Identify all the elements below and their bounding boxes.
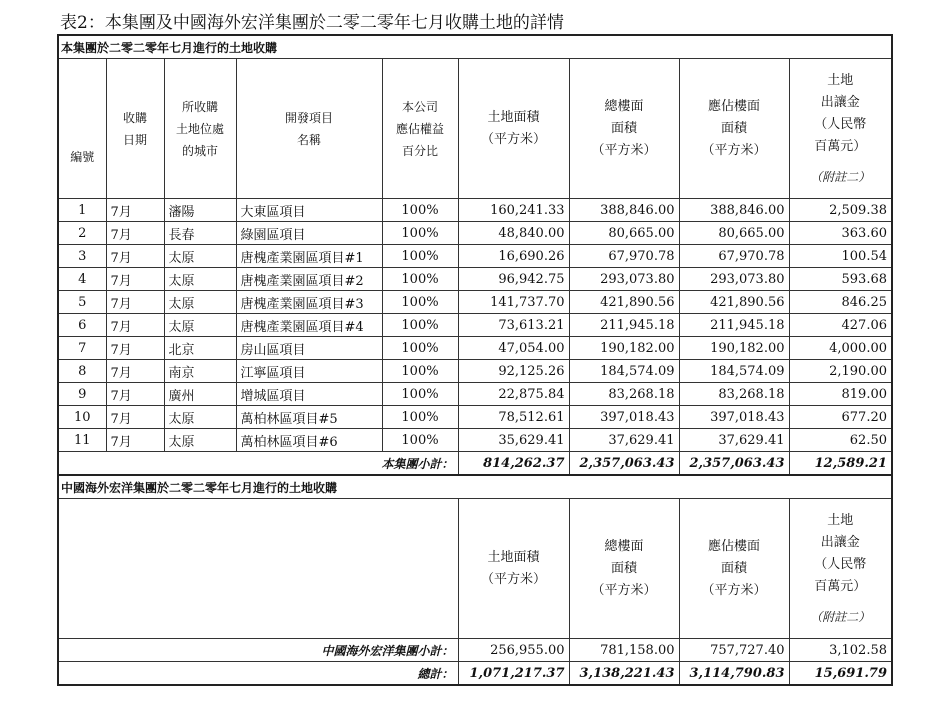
land-acquisition-table <box>57 34 893 686</box>
total-attr: 3,114,790.83 <box>679 662 789 686</box>
header-gfa: 總樓面 面積 （平方米） <box>569 59 679 199</box>
cell-land: 96,942.75 <box>458 268 569 291</box>
header-interest: 本公司 應佔權益 百分比 <box>382 59 458 199</box>
cell-gfa: 190,182.00 <box>569 337 679 360</box>
subtotal-premium: 12,589.21 <box>789 452 892 476</box>
cell-premium: 593.68 <box>789 268 892 291</box>
cell-interest: 100% <box>382 406 458 429</box>
cell-interest: 100% <box>382 222 458 245</box>
cell-city: 太原 <box>164 314 236 337</box>
subtotal-gfa: 2,357,063.43 <box>569 452 679 476</box>
cell-no: 4 <box>58 268 106 291</box>
cell-date: 7月 <box>106 314 164 337</box>
cell-attr: 211,945.18 <box>679 314 789 337</box>
cell-city: 北京 <box>164 337 236 360</box>
cell-land: 48,840.00 <box>458 222 569 245</box>
cell-premium: 363.60 <box>789 222 892 245</box>
header-attr-gfa: 應佔樓面 面積 （平方米） <box>679 59 789 199</box>
table-row <box>58 245 892 268</box>
cell-premium: 819.00 <box>789 383 892 406</box>
s2-subtotal-land: 256,955.00 <box>458 639 569 662</box>
cell-date: 7月 <box>106 406 164 429</box>
cell-attr: 421,890.56 <box>679 291 789 314</box>
cell-no: 8 <box>58 360 106 383</box>
cell-date: 7月 <box>106 337 164 360</box>
header-land-area: 土地面積 （平方米） <box>458 59 569 199</box>
cell-land: 78,512.61 <box>458 406 569 429</box>
cell-interest: 100% <box>382 337 458 360</box>
cell-land: 92,125.26 <box>458 360 569 383</box>
section2-title: 中國海外宏洋集團於二零二零年七月進行的土地收購 <box>58 475 892 499</box>
s2-header-attr-gfa: 應佔樓面 面積 （平方米） <box>679 499 789 639</box>
cell-city: 太原 <box>164 429 236 452</box>
cell-interest: 100% <box>382 429 458 452</box>
cell-gfa: 67,970.78 <box>569 245 679 268</box>
cell-attr: 184,574.09 <box>679 360 789 383</box>
s2-premium-note: （附註二） <box>810 609 871 624</box>
total-gfa: 3,138,221.43 <box>569 662 679 686</box>
cell-interest: 100% <box>382 291 458 314</box>
cell-attr: 80,665.00 <box>679 222 789 245</box>
header-project: 開發項目 名稱 <box>236 59 382 199</box>
cell-attr: 293,073.80 <box>679 268 789 291</box>
cell-date: 7月 <box>106 245 164 268</box>
cell-city: 長春 <box>164 222 236 245</box>
cell-project: 江寧區項目 <box>236 360 382 383</box>
table-row <box>58 360 892 383</box>
s2-subtotal-premium: 3,102.58 <box>789 639 892 662</box>
cell-no: 7 <box>58 337 106 360</box>
cell-no: 10 <box>58 406 106 429</box>
header-city: 所收購 土地位處 的城市 <box>164 59 236 199</box>
cell-attr: 190,182.00 <box>679 337 789 360</box>
table-row <box>58 268 892 291</box>
s2-header-gfa: 總樓面 面積 （平方米） <box>569 499 679 639</box>
cell-gfa: 421,890.56 <box>569 291 679 314</box>
cell-project: 唐槐產業園區項目#4 <box>236 314 382 337</box>
cell-no: 2 <box>58 222 106 245</box>
cell-no: 5 <box>58 291 106 314</box>
total-label: 總計： <box>58 662 458 686</box>
cell-date: 7月 <box>106 291 164 314</box>
header-date: 收購 日期 <box>106 59 164 199</box>
cell-premium: 677.20 <box>789 406 892 429</box>
cell-date: 7月 <box>106 360 164 383</box>
cell-date: 7月 <box>106 429 164 452</box>
cell-date: 7月 <box>106 268 164 291</box>
cell-premium: 427.06 <box>789 314 892 337</box>
cell-project: 萬柏林區項目#5 <box>236 406 382 429</box>
cell-interest: 100% <box>382 245 458 268</box>
cell-interest: 100% <box>382 268 458 291</box>
cell-project: 綠園區項目 <box>236 222 382 245</box>
cell-interest: 100% <box>382 314 458 337</box>
cell-no: 6 <box>58 314 106 337</box>
cell-land: 73,613.21 <box>458 314 569 337</box>
cell-land: 160,241.33 <box>458 199 569 222</box>
cell-project: 大東區項目 <box>236 199 382 222</box>
cell-city: 瀋陽 <box>164 199 236 222</box>
table-row <box>58 314 892 337</box>
total-row <box>58 662 892 686</box>
cell-gfa: 397,018.43 <box>569 406 679 429</box>
table-row <box>58 429 892 452</box>
cell-premium: 2,190.00 <box>789 360 892 383</box>
cell-city: 太原 <box>164 268 236 291</box>
cell-date: 7月 <box>106 199 164 222</box>
cell-project: 房山區項目 <box>236 337 382 360</box>
cell-no: 11 <box>58 429 106 452</box>
cell-project: 唐槐產業園區項目#2 <box>236 268 382 291</box>
cell-gfa: 211,945.18 <box>569 314 679 337</box>
cell-gfa: 184,574.09 <box>569 360 679 383</box>
cell-interest: 100% <box>382 360 458 383</box>
table-row <box>58 291 892 314</box>
cell-project: 萬柏林區項目#6 <box>236 429 382 452</box>
cell-premium: 2,509.38 <box>789 199 892 222</box>
header-premium: 土地 出讓金 （人民幣 百萬元） （附註二） <box>789 59 892 199</box>
cell-land: 141,737.70 <box>458 291 569 314</box>
cell-premium: 62.50 <box>789 429 892 452</box>
cell-no: 9 <box>58 383 106 406</box>
cell-attr: 388,846.00 <box>679 199 789 222</box>
cell-date: 7月 <box>106 222 164 245</box>
s2-header-premium: 土地 出讓金 （人民幣 百萬元） （附註二） <box>789 499 892 639</box>
cell-project: 唐槐產業園區項目#3 <box>236 291 382 314</box>
s2-header-land-area: 土地面積 （平方米） <box>458 499 569 639</box>
cell-date: 7月 <box>106 383 164 406</box>
cell-attr: 397,018.43 <box>679 406 789 429</box>
section1-subtotal-row <box>58 452 892 476</box>
table-row <box>58 383 892 406</box>
cell-premium: 4,000.00 <box>789 337 892 360</box>
cell-gfa: 388,846.00 <box>569 199 679 222</box>
total-premium: 15,691.79 <box>789 662 892 686</box>
table-row <box>58 222 892 245</box>
cell-gfa: 83,268.18 <box>569 383 679 406</box>
cell-project: 唐槐產業園區項目#1 <box>236 245 382 268</box>
cell-attr: 37,629.41 <box>679 429 789 452</box>
s2-subtotal-attr: 757,727.40 <box>679 639 789 662</box>
s2-subtotal-label: 中國海外宏洋集團小計： <box>58 639 458 662</box>
cell-city: 太原 <box>164 245 236 268</box>
subtotal-land: 814,262.37 <box>458 452 569 476</box>
cell-project: 增城區項目 <box>236 383 382 406</box>
subtotal-label: 本集團小計： <box>58 452 458 476</box>
cell-interest: 100% <box>382 199 458 222</box>
section2-subtotal-row <box>58 639 892 662</box>
cell-premium: 100.54 <box>789 245 892 268</box>
cell-gfa: 80,665.00 <box>569 222 679 245</box>
cell-land: 22,875.84 <box>458 383 569 406</box>
section2-header-row <box>58 499 892 639</box>
table-row <box>58 199 892 222</box>
cell-attr: 67,970.78 <box>679 245 789 268</box>
cell-premium: 846.25 <box>789 291 892 314</box>
cell-city: 南京 <box>164 360 236 383</box>
cell-gfa: 293,073.80 <box>569 268 679 291</box>
cell-land: 35,629.41 <box>458 429 569 452</box>
premium-note: （附註二） <box>810 169 871 184</box>
subtotal-attr: 2,357,063.43 <box>679 452 789 476</box>
cell-land: 16,690.26 <box>458 245 569 268</box>
header-no: 編號 <box>58 59 106 199</box>
table-row <box>58 406 892 429</box>
cell-city: 太原 <box>164 406 236 429</box>
cell-no: 1 <box>58 199 106 222</box>
table-row <box>58 337 892 360</box>
section1-title: 本集團於二零二零年七月進行的土地收購 <box>58 35 892 59</box>
cell-land: 47,054.00 <box>458 337 569 360</box>
cell-gfa: 37,629.41 <box>569 429 679 452</box>
cell-attr: 83,268.18 <box>679 383 789 406</box>
section1-header-row <box>58 59 892 199</box>
cell-no: 3 <box>58 245 106 268</box>
cell-city: 廣州 <box>164 383 236 406</box>
cell-interest: 100% <box>382 383 458 406</box>
s2-subtotal-gfa: 781,158.00 <box>569 639 679 662</box>
cell-city: 太原 <box>164 291 236 314</box>
total-land: 1,071,217.37 <box>458 662 569 686</box>
section2-blank-header <box>58 499 458 639</box>
page-title: 表2：本集團及中國海外宏洋集團於二零二零年七月收購土地的詳情 <box>60 13 564 33</box>
